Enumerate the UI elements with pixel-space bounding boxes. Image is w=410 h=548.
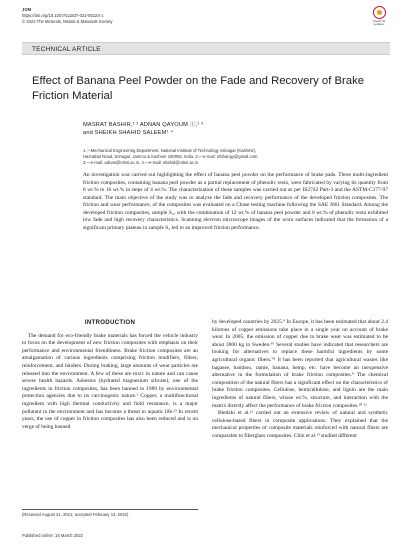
- article-type-band: [22, 42, 390, 55]
- abstract: An investigation was carried out highlighting the effect of banana peel powder on the performance of brake pads. Three multi-ingredient friction composites, containing banana peel powder as a partial replacement of phenolic resin, were fabricated by varying its quantity from 8 wt.% to 16 wt.% in steps of 4 wt.%. The characterization of these samples was carried out as per IS2742 Part-3 and the ASTM-C177-97 standard. The main objective of the study was to analyze the fade and recovery performance of the developed friction composites. The friction and wear performance, of the composites was evaluated on a Chase testing machine following the SAE J661 Standard. Among the developed friction composites, sample S₂, with the combination of 12 wt.% of banana peel powder and 6 wt.% of phenolic resin exhibited low fade and high recovery characteristics. Scanning electron microscope images of the worn surfaces indicated that the formation of a significant primary plateau in sample S₂ led to an improved friction performance.: [83, 172, 388, 231]
- introduction-heading: INTRODUCTION: [84, 319, 136, 326]
- check-for-updates-label: Check for updates: [372, 19, 386, 27]
- body-paragraph: by developed countries by 2025.⁴ In Europe, it has been estimated that about 2.4 kilotons of copper emissions take place in a single year on account of brake wear. In 2005, the emission of copper due to brake wear was estimated to be about 3800 kg in Sweden.⁵⁶ Several studies have indicated that researchers are looking for alternatives to replace these harmful ingredients by some agricultural organic fibers.⁷⁸ It has been reported that agricultural wastes like bagasse, bamboo, ramie, banana, hemp, etc. have become an inexpensive alternative in the formulation of brake friction composites.⁹ The chemical composition of the natural fibers has a significant effect on the characteristics of brake friction composites. Cellulose, hemicellulose, and lignin are the main ingredients of natural fibers, whose wt.%, structure, and interaction with the matrix directly affect the performance of brake friction composites.¹⁰ ¹¹: [212, 319, 388, 409]
- body-paragraph: Bledzki et al.¹² carried out an extensive review of natural and synthetic cellulose-based fibers in composite applications. They explained that the mechanical properties of composite materials reinforced with natural fibers are comparable to fiberglass composites. Chin et al.¹³ studied different: [212, 410, 388, 439]
- check-for-updates-badge[interactable]: [368, 6, 390, 28]
- doi-link[interactable]: https://doi.org/10.1007/s11837-022-05223-1: [22, 13, 104, 19]
- body-paragraph: The demand for eco-friendly brake materials has forced the vehicle industry to focus on the development of new friction composites with emphasis on their performance and environmental friendliness. Brake friction composites are an amalgamation of various ingredients comprising friction modifiers, fillers, reinforcement, and binders. During braking, large amounts of wear particles are released into the environment. A few of these are toxic in nature and can cause severe health hazards. Asbestos (hydrated magnesium silicate), one of the ingredients in friction composites, has been banned in 1989 by environmental protection agencies due to its carcinogenic nature.¹ Copper, a multifunctional ingredient with high thermal conductivity and field resistance, is a major pollutant in the environment and has become a threat to aquatic life.²³ In recent years, the use of copper in friction composites has also been reduced and is on verge of being banned: [22, 332, 198, 430]
- article-title: Effect of Banana Peel Powder on the Fade and Recovery of Brake Friction Material: [32, 75, 365, 102]
- affiliation-line: 1.—Mechanical Engineering Department, National Institute of Technology Srinagar (Kashmir),: [83, 148, 257, 153]
- right-column: [212, 319, 388, 441]
- affiliations: [83, 148, 388, 165]
- journal-name: JOM: [22, 7, 32, 12]
- journal-meta: [22, 7, 113, 26]
- author-line: and SHEIKH SHAHID SALEEM¹ ⁴: [83, 129, 173, 136]
- author-list: [83, 122, 383, 138]
- affiliation-line: 3.—e-mail: adnan@nitsri.ac.in. 4.—e-mail: shahid@nitsri.ac.in: [83, 159, 199, 165]
- copyright-line: © 2022 The Minerals, Metals & Materials Society: [22, 19, 113, 25]
- check-for-updates-icon: [373, 6, 386, 19]
- article-type-label: TECHNICAL ARTICLE: [32, 45, 101, 53]
- author-line: MASRAT BASHIR,¹ ² ADNAN QAYOUM ⓘ,¹ ³: [83, 122, 204, 128]
- affiliation-line: Hazratbal Road, Srinagar, Jammu & Kashmir 190006, India. 2.—e-mail: mbhangy@gmail.com.: [83, 153, 259, 159]
- published-date: Published online: 15 March 2022: [22, 533, 83, 538]
- received-dates: (Received August 31, 2021; accepted February 13, 2022): [22, 509, 198, 518]
- left-column: [22, 319, 198, 431]
